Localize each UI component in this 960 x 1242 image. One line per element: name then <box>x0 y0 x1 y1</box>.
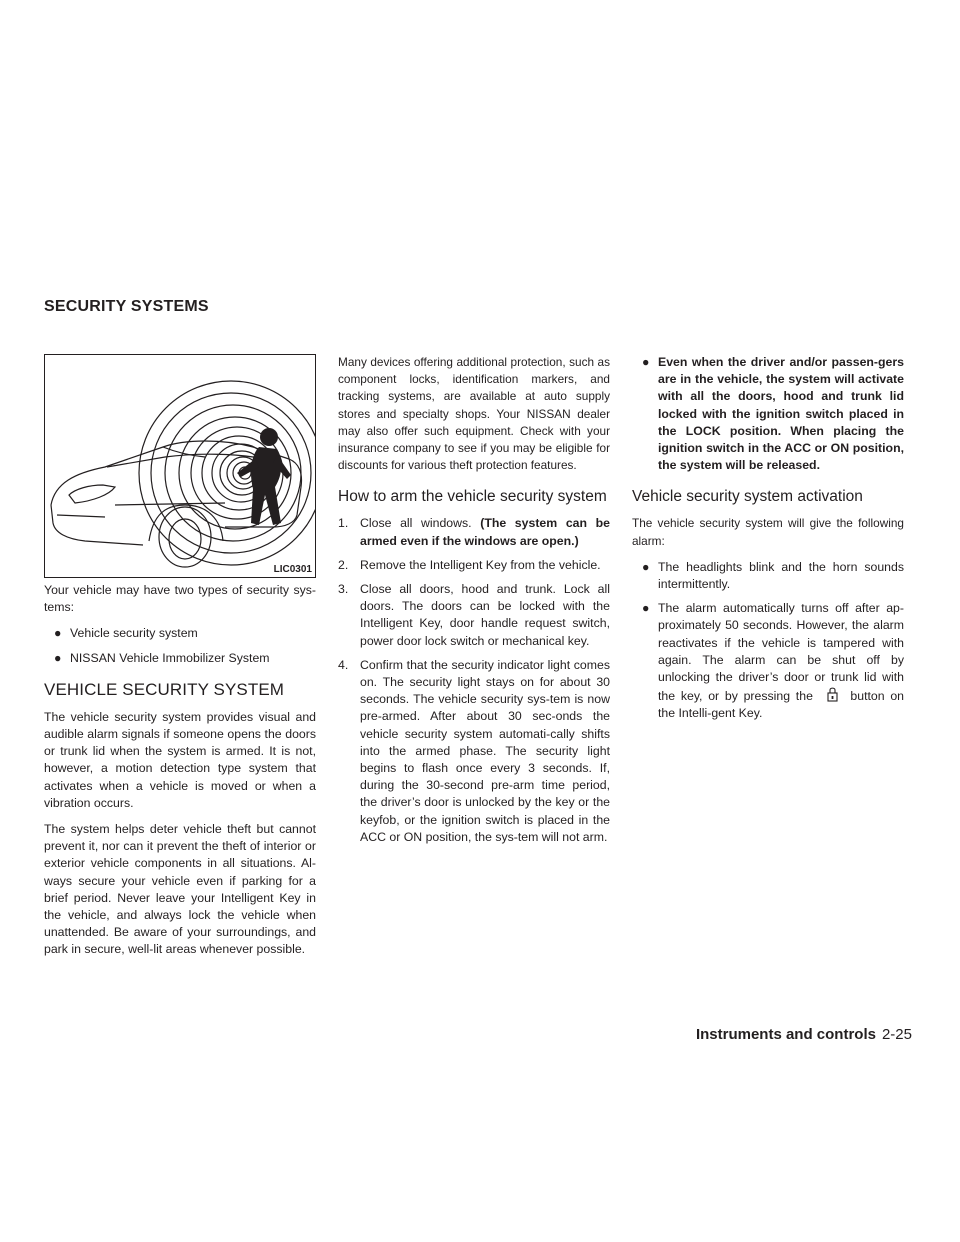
figure-code: LIC0301 <box>273 564 312 575</box>
activation-list <box>632 559 904 723</box>
bullet-icon: ● <box>54 626 62 641</box>
arm-heading: How to arm the vehicle security system <box>338 488 607 506</box>
arm-note-list <box>632 354 904 474</box>
bullet-icon: ● <box>642 355 650 369</box>
bullet-icon: ● <box>642 601 650 616</box>
security-type-list <box>44 625 316 666</box>
activation-heading: Vehicle security system activation <box>632 488 863 506</box>
security-illustration <box>44 354 316 578</box>
page-section-title: SECURITY SYSTEMS <box>44 298 209 315</box>
page-footer <box>696 1026 912 1043</box>
vss-paragraph-1: The vehicle security system provides visual and audible alarm signals if someone opens the doors or trunk lid when the system is armed. It is not, however, a motion detection type system that activates when a vehicle is moved or when a vibration occurs. <box>44 709 316 810</box>
page-number: 2-25 <box>881 1026 912 1043</box>
list-item: ● NISSAN Vehicle Immobilizer System <box>44 650 316 667</box>
column-3 <box>632 354 904 730</box>
column-1 <box>44 354 316 959</box>
list-item: ● Vehicle security system <box>44 625 316 642</box>
car-alarm-illustration-icon <box>45 355 315 577</box>
list-item: ● The headlights blink and the horn sounds intermittently. <box>642 559 904 592</box>
list-item: 4. Confirm that the security indicator light comes on. The security light stays on for about 30 seconds. The vehicle security sys-tem is now pre-armed. After about 30 sec-onds the vehicle security system automati-cally shifts into the armed phase. The security light begins to flash once every 3 seconds. If, during the 30-second pre-arm time period, the driver’s door is unlocked by the key or the keyfob, or the ignition switch is placed in the ACC or ON position, the sys-tem will not arm. <box>338 657 610 844</box>
vss-heading: VEHICLE SECURITY SYSTEM <box>44 679 285 699</box>
list-item: 1. Close all windows. (The system can be armed even if the windows are open.) <box>338 516 610 548</box>
bullet-icon: ● <box>54 650 62 665</box>
lock-button-icon <box>819 686 845 702</box>
list-item: ● The alarm automatically turns off after ap-proximately 50 seconds. However, the alarm reactivates if the vehicle is tampered with again. The alarm can be shut off by unlocking the driver’s door or trunk lid with the key, or by pressing the button on the Intelli-gent Key. <box>642 601 905 721</box>
list-item: 3. Close all doors, hood and trunk. Lock all doors. The doors can be locked with the Intelligent Key, door handle request switch, power door lock switch or mechanical key. <box>338 582 610 648</box>
column-2 <box>338 354 610 853</box>
arm-steps <box>338 515 610 846</box>
vss-paragraph-2: The system helps deter vehicle theft but cannot prevent it, nor can it prevent the theft of interior or exterior vehicle components in all situations. Al-ways secure your vehicle even if parking for a brief period. Never leave your Intelligent Key in the vehicle, and always lock the vehicle when unattended. Be aware of your surroundings, and park in secure, well-lit areas whenever possible. <box>44 822 316 957</box>
bullet-icon: ● <box>642 559 650 574</box>
list-item: ● Even when the driver and/or passen-gers are in the vehicle, the system will activate with all the doors, hood and trunk lid locked with the ignition switch placed in the LOCK position. When placing the ignition switch in the ACC or ON position, the system will be released. <box>642 355 904 473</box>
activation-intro: The vehicle security system will give the following alarm: <box>632 516 904 548</box>
list-item: 2. Remove the Intelligent Key from the vehicle. <box>338 557 601 572</box>
intro-text: Your vehicle may have two types of security sys-tems: <box>44 583 316 615</box>
vss-paragraph-3: Many devices offering additional protection, such as component locks, identification markers, and tracking systems, are available at auto supply stores and specialty shops. Your NISSAN dealer may also offer such equipment. Check with your insurance company to see if you may be eligible for discounts for various theft protection features. <box>338 355 610 473</box>
footer-section: Instruments and controls <box>695 1026 876 1043</box>
